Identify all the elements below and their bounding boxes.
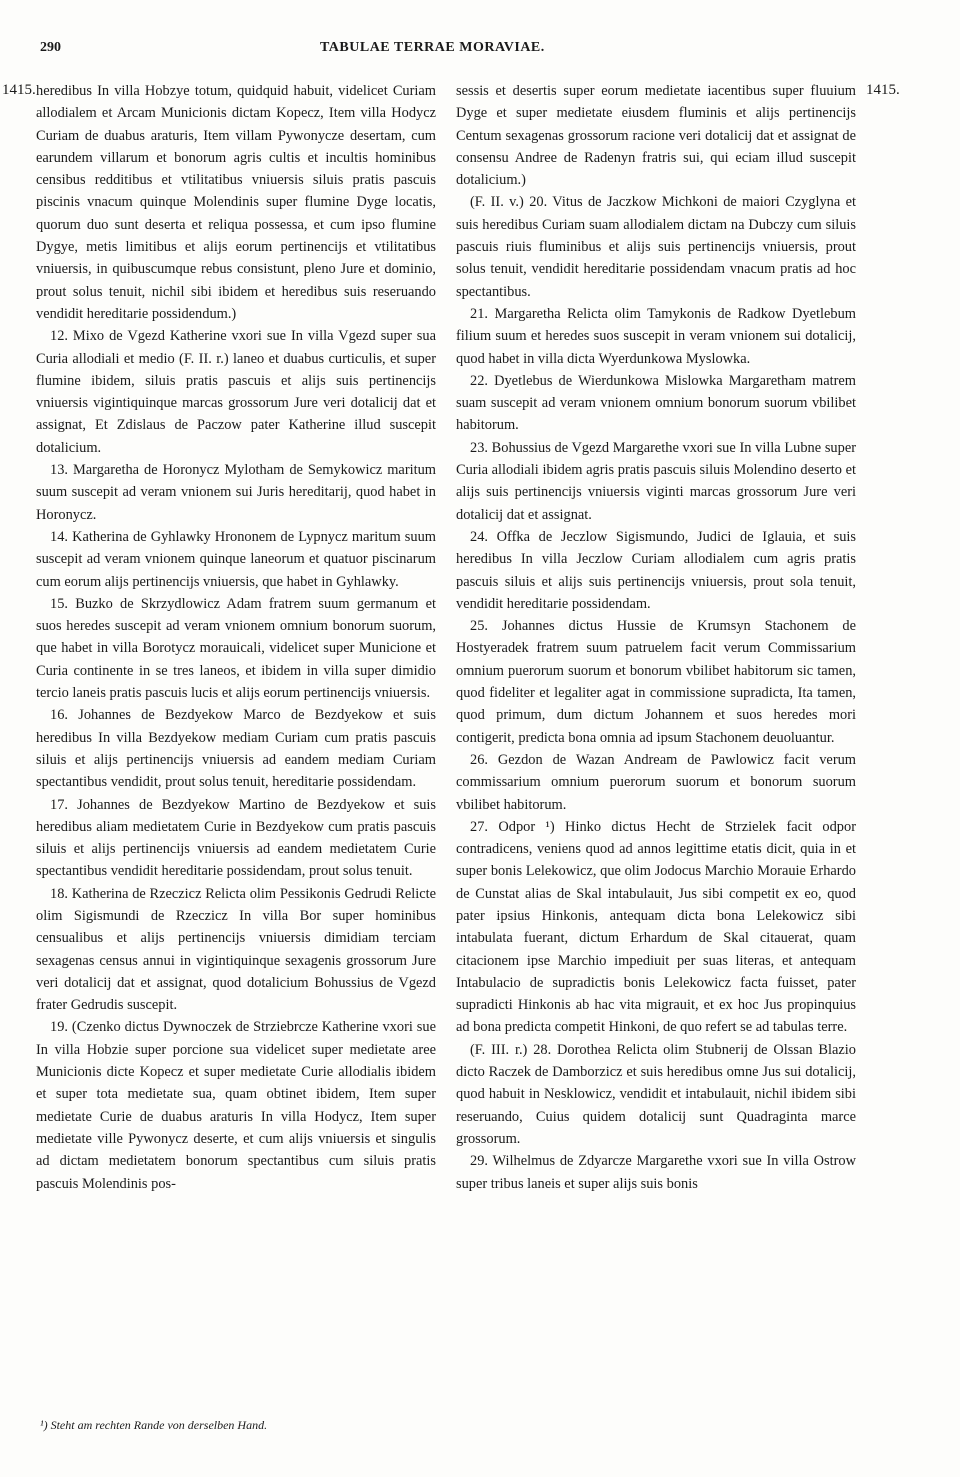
entry-14: 14. Katherina de Gyhlawky Hrononem de Lypnycz maritum suum suscepit ad veram vnionem quinque laneorum et quatuor piscinarum cum eorum alijs pertinencijs vniuersis, que habet in Gyhlawky. xyxy=(36,528,436,590)
entry-17: 17. Johannes de Bezdyekow Martino de Bezdyekow et suis heredibus aliam medietatem Curie in Bezdyekow cum pratis pascuis siluis et alijs pertinencijs vniuersis ad eandem medietatem Curie spectantibus vendidit hereditarie possidendam, prout solus tenuit. xyxy=(36,796,436,880)
page-header xyxy=(0,40,960,64)
entry-29: 29. Wilhelmus de Zdyarcze Margarethe vxori sue In villa Ostrow super tribus laneis et super alijs suis bonis xyxy=(456,1153,856,1192)
entry-23: 23. Bohussius de Vgezd Margarethe vxori sue In villa Lubne super Curia allodiali ibidem agris pratis pascuis siluis Molendino deserto et alijs suis pertinencijs vniuersis viginti marcas grossorum Jure veri dotalicij dat et assignat. xyxy=(456,439,856,523)
entry-12: 12. Mixo de Vgezd Katherine vxori sue In villa Vgezd super sua Curia allodiali et medio (F. II. r.) laneo et duabus curticulis, et super flumine ibidem, siluis pratis pascuis et alijs suis pertinencijs vniuersis vigintiquinque marcas grossorum Jure veri dotalicij dat et assignat, Et Zdislaus de Paczow pater Katherine illud suscepit dotalicium. xyxy=(36,328,436,456)
entry-21: 21. Margaretha Relicta olim Tamykonis de Radkow Dyetlebum filium suum et heredes suos suscepit in veram vnionem sui dotalicij, quod habet in villa dicta Wyerdunkowa Myslowka. xyxy=(456,305,856,367)
entry-16: 16. Johannes de Bezdyekow Marco de Bezdyekow et suis heredibus In villa Bezdyekow mediam Curiam cum pratis pascuis siluis et alijs pertinencijs vniuersis ad eandem mediam Curiam spectantibus vendidit, prout solus tenuit, hereditarie possidendam. xyxy=(36,707,436,791)
entry-26: 26. Gezdon de Wazan Andream de Pawlowicz facit verum commissarium omnium puerorum suorum et bonorum suorum vbilibet habitorum. xyxy=(456,751,856,813)
left-column xyxy=(36,80,436,1195)
entry-25: 25. Johannes dictus Hussie de Krumsyn Stachonem de Hostyeradek fratrem suum patruelem facit verum Commissarium omnium puerorum suorum et bonorum vbilibet habitorum sic tamen, quod fideliter et legaliter agat in commissione supradicta, Ita tamen, quod primum, dum dictum Johannem et suos heredes mori contigerit, predicta bona omnia ad ipsum Stachonem deuoluantur. xyxy=(456,618,856,746)
entry-24: 24. Offka de Jeczlow Sigismundo, Judici de Iglauia, et suis heredibus In villa Jeczlow Curiam allodialem cum agris pratis pascuis siluis et alijs suis pertinencijs vniuersis, prout sola tenuit, vendidit hereditarie possidendam. xyxy=(456,528,856,612)
entry-27: 27. Odpor ¹) Hinko dictus Hecht de Strzielek facit odpor contradicens, veniens quod ad annos legittime etatis dicit, quia in et super bonis Lelekowicz, que olim Jodocus Marchio Morauie Erhardo de Cunstat alias de Skal intabulauit, Jus sibi competit ex eo, quod pater ipsius Hinkonis, antequam dicta bona Lelekowicz sibi intabulata fuerant, dictum Erhardum de Skal citauerat, quam citacionem ipse Marchio impediuit per suas literas, et antequam Intabulacio de supradictis bonis Lelekowicz facta fuisset, pater supradicti Hinkonis ab hac vita migrauit, et ex hoc Jus propinquius ad bona predicta competit Hinkoni, de quo refert se ad tabulas terre. xyxy=(456,818,856,1036)
entry-13: 13. Margaretha de Horonycz Mylotham de Semykowicz maritum suum suscepit ad veram vnionem sui Juris hereditarij, quod habet in Horonycz. xyxy=(36,462,436,523)
running-title: TABULAE TERRAE MORAVIAE. xyxy=(320,40,545,55)
entry-22: 22. Dyetlebus de Wierdunkowa Mislowka Margaretham matrem suam suscepit ad veram vnionem omnium bonorum suorum vbilibet habitorum. xyxy=(456,372,856,434)
entry-19: 19. (Czenko dictus Dywnoczek de Strziebrcze Katherine vxori sue In villa Hobzie super porcione sua videlicet super medietate aree Municionis dicte Kopecz et super medietate Curie allodialis ibidem et super tota medietate sua, quam obtinet ibidem, Item super medietate Curie de duabus araturis In villa Hodycz, Item super medietate ville Pywonycz deserte, et cum alijs vniuersis et singulis ad dictam medietatem bonorum spectantibus cum siluis pratis pascuis Molendinis pos- xyxy=(36,1019,436,1192)
entry-15: 15. Buzko de Skrzydlowicz Adam fratrem suum germanum et suos heredes suscepit ad veram vnionem omnium bonorum suorum, que habet in villa Borotycz morauicali, videlicet super Municione et Curia continente in se tres laneos, et ibidem in villa super dimidio tercio laneis pratis pascuis lucis et alijs eorum pertinencijs vniuersis. xyxy=(36,595,436,702)
entry-20: (F. II. v.) 20. Vitus de Jaczkow Michkoni de maiori Czyglyna et suis heredibus Curiam suam allodialem dictam na Dubczy cum siluis pascuis riuis fluminibus et alijs suis pertinencijs vniuersis, prout solus tenuit, vendidit hereditarie possidendam vnacum pratis ad hoc spectantibus. xyxy=(456,194,856,300)
right-column xyxy=(456,80,856,1195)
entry-18: 18. Katherina de Rzeczicz Relicta olim Pessikonis Gedrudi Relicte olim Sigismundi de Rzeczicz In villa Bor super hominibus censualibus et alijs pertinencijs vniuersis dimidiam terciam sexagenas census annui in vigintiquinque sexagenis grossorum Jure veri dotalicij dat et assignat, quod dotalicium Bohussius de Vgezd frater Gedrudis suscepit. xyxy=(36,885,436,1014)
footnote: ¹) Steht am rechten Rande von derselben Hand. xyxy=(40,1418,268,1432)
paragraph-continuation: sessis et desertis super eorum medietate iacentibus super fluuium Dyge et super medietate eiusdem fluminis et alijs pertinencijs Centum sexagenas grossorum racione veri dotalicij dat et assignat de consensu Andree de Radenyn fratris sui, qui eciam illud suscepit dotalicium.) xyxy=(456,83,856,189)
paragraph-continuation: heredibus In villa Hobzye totum, quidquid habuit, videlicet Curiam allodialem et Arcam Municionis dictam Kopecz, Item villa Hodycz Curiam de duabus araturis, Item villam Pywonycze desertam, cum earundem villarum et bonorum agris cultis et incultis hominibus censibus redditibus et vtilitatibus vniuersis siluis pratis pascuis piscinis vnacum quinque Molendinis super flumine Dyge locatis, quorum duo sunt deserta et reliqua possessa, et cum ipso flumine Dygye, metis limitibus et alijs eorum pertinencijs et vtilitatibus vniuersis, in quibuscumque rebus consistunt, pleno Jure et dominio, prout solus tenuit, nichil sibi ibidem et heredibus suis reseruando vendidit hereditarie possidendum.) xyxy=(36,83,436,322)
page-number: 290 xyxy=(40,40,61,55)
entry-28: (F. III. r.) 28. Dorothea Relicta olim Stubnerij de Olssan Blazio dicto Raczek de Damborzicz et suis heredibus omne Jus sui dotalicij, quod habuit in Nesklowicz, vendidit et intabulauit, nichil ibidem sibi reseruando, Cuius quidem dotalicij sunt Quadraginta marce grossorum. xyxy=(456,1041,856,1147)
margin-year-left: 1415. xyxy=(2,82,36,98)
margin-year-right: 1415. xyxy=(866,82,900,98)
